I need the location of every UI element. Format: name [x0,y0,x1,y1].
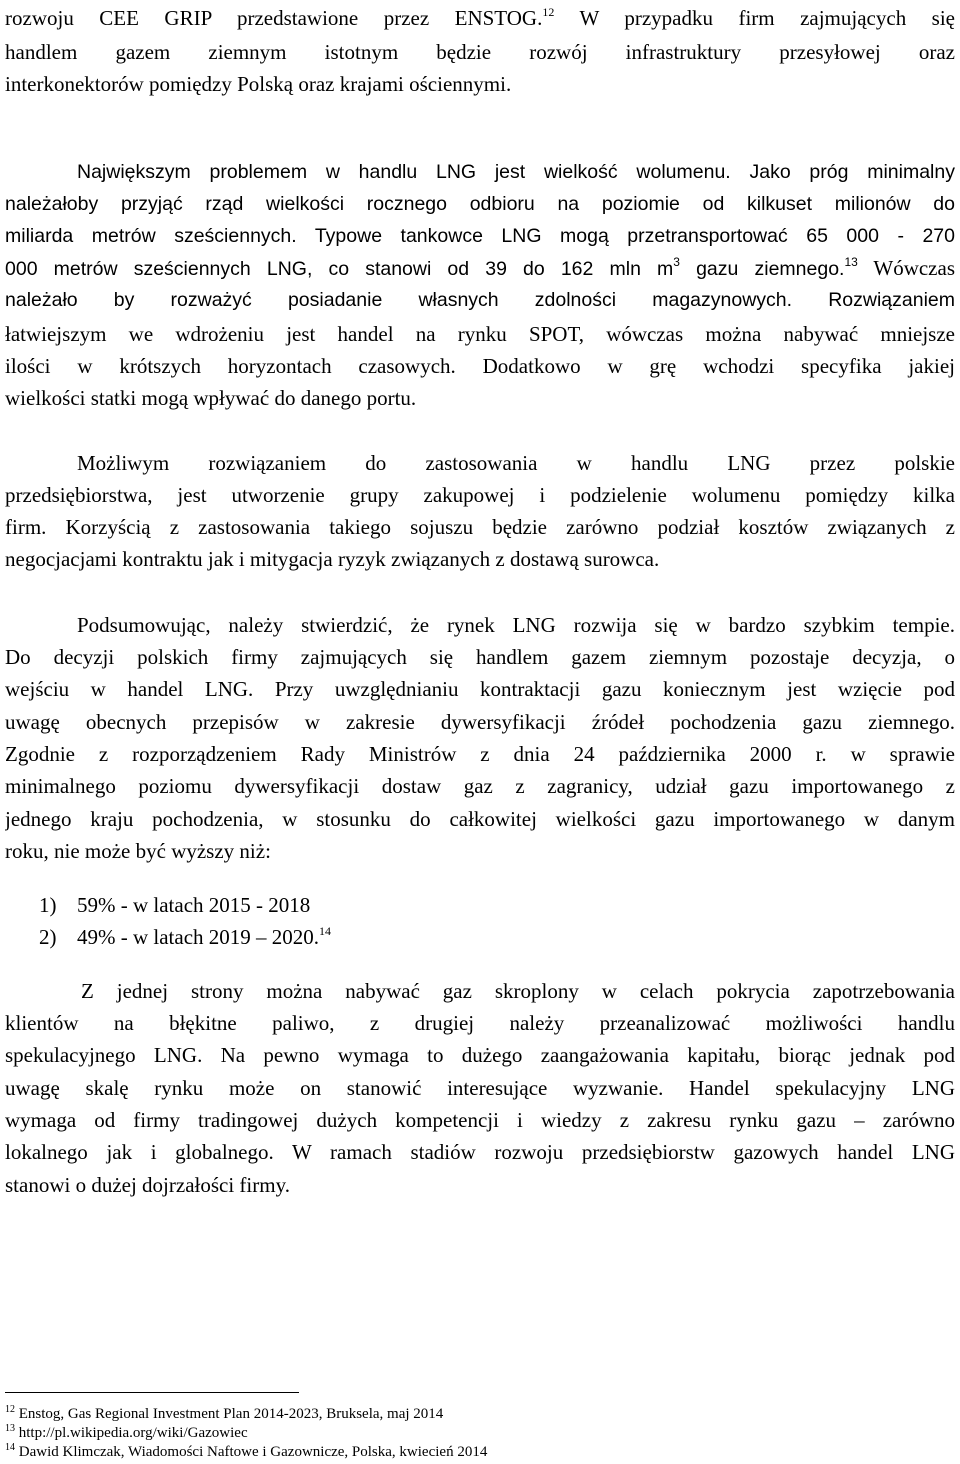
footnote-12: $^{12}$ Enstog, Gas Regional Investment Plan 2014-2023, Bruksela, maj 2014 [5,1404,444,1422]
para3-line2: przedsiębiorstwa, jest utworzenie grupy zakupowej i podzielenie wolumenu pomiędzy kilka [5,483,955,507]
footnote-link[interactable]: http://pl.wikipedia.org/wiki/Gazowiec [18,1425,248,1441]
para5-line1: Z jednej strony można nabywać gaz skroplony w celach pokrycia zapotrzebowania [81,979,955,1003]
para4-line6: minimalnego poziomu dywersyfikacji dostaw gaz z zagranicy, udział gazu importowanego z [5,774,955,798]
para4-line2: Do decyzji polskich firmy zajmujących się handlem gazem ziemnym pozostaje decyzja, o [5,645,955,669]
footnote-ref-14[interactable]: 14 [319,924,332,938]
para5-line7: stanowi o dużej dojrzałości firmy. [5,1173,290,1197]
para4-line7: jednego kraju pochodzenia, w stosunku do całkowitej wielkości gazu importowanego w danym [5,807,955,831]
para3-line4: negocjacjami kontraktu jak i mitygacja ryzyk związanych z dostawą surowca. [5,547,660,571]
para5-line2: klientów na błękitne paliwo, z drugiej należy przeanalizować możliwości handlu [5,1011,955,1035]
para5-line6: lokalnego jak i globalnego. W ramach stadiów rozwoju przedsiębiorstw gazowych handel LNG [5,1140,955,1164]
para5-line5: wymaga od firmy tradingowej dużych kompetencji i wiedzy z zakresu rynku gazu – zarówno [5,1108,955,1132]
para2-line5: należało by rozważyć posiadanie własnych zdolności magazynowych. Rozwiązaniem [5,289,955,311]
list-item-1: 1) 59% - w latach 2015 - 2018 [39,893,311,917]
para4-line3: wejściu w handel LNG. Przy uwzględnianiu kontraktacji gazu koniecznym jest wzięcie pod [5,677,955,701]
para2-line4: 000 metrów sześciennych LNG, co stanowi od 39 do 162 mln $m^3$ gazu ziemnego.$^{13}$ Wówczas [5,255,955,280]
para2-line3: miliarda metrów sześciennych. Typowe tankowce LNG mogą przetransportować 65 000 - 270 [5,225,955,247]
footnote-ref-13[interactable]: 13 [844,255,858,269]
para2-line1: Największym problemem w handlu LNG jest wielkość wolumenu. Jako próg minimalny [77,161,955,183]
para1-line1: rozwoju CEE GRIP przedstawione przez ENSTOG.$^{12}$ W przypadku firm zajmujących się [5,5,955,30]
para4-line1: Podsumowując, należy stwierdzić, że rynek LNG rozwija się w bardzo szybkim tempie. [77,613,955,637]
para4-line5: Zgodnie z rozporządzeniem Rady Ministrów z dnia 24 października 2000 r. w sprawie [5,742,955,766]
para4-line4: uwagę obecnych przepisów w zakresie dywersyfikacji źródeł pochodzenia gazu ziemnego. [5,710,955,734]
para1-line3: interkonektorów pomiędzy Polską oraz krajami ościennymi. [5,72,512,96]
para2-line6: łatwiejszym we wdrożeniu jest handel na rynku SPOT, wówczas można nabywać mniejsze [5,322,955,346]
footnote-ref-12[interactable]: 12 [542,5,555,19]
para5-line3: spekulacyjnego LNG. Na pewno wymaga to dużego zaangażowania kapitału, biorąc jednak pod [5,1043,955,1067]
para4-line8: roku, nie może być wyższy niż: [5,839,271,863]
para2-line2: należałoby przyjąć rząd wielkości rocznego odbioru na poziomie od kilkuset milionów do [5,193,955,215]
list-item-2: 2) 49% - w latach 2019 – 2020.14 [39,924,332,949]
para2-line8: wielkości statki mogą wpływać do danego portu. [5,386,417,410]
footnote-separator [5,1392,299,1393]
para2-line7: ilości w krótszych horyzontach czasowych. Dodatkowo w grę wchodzi specyfika jakiej [5,354,955,378]
para1-line2: handlem gazem ziemnym istotnym będzie rozwój infrastruktury przesyłowej oraz [5,40,955,64]
footnote-14: $^{14}$ Dawid Klimczak, Wiadomości Naftowe i Gazownicze, Polska, kwiecień 2014 [5,1442,488,1460]
para3-line3: firm. Korzyścią z zastosowania takiego sojuszu będzie zarówno podział kosztów związanych z [5,515,955,539]
footnote-13: $^{13}$ http://pl.wikipedia.org/wiki/Gazowiec [5,1423,248,1441]
para5-line4: uwagę skalę rynku może on stanowić interesujące wyzwanie. Handel spekulacyjny LNG [5,1076,955,1100]
para3-line1: Możliwym rozwiązaniem do zastosowania w handlu LNG przez polskie [77,451,955,475]
